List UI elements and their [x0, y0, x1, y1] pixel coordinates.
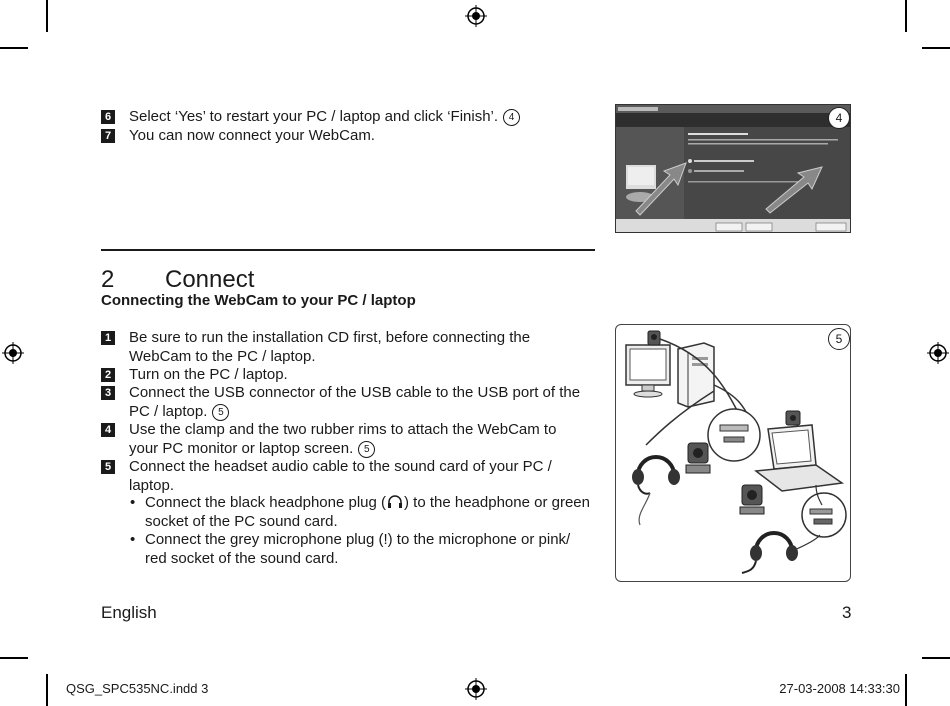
step-7	[101, 127, 375, 146]
step-3	[101, 384, 596, 421]
figure-ref-badge: 5	[358, 441, 375, 458]
figure-ref-badge: 5	[212, 404, 229, 421]
step-1	[101, 329, 596, 366]
step-number: 3	[101, 386, 115, 400]
footer-language: English	[101, 603, 157, 622]
step-text-line1: Turn on the PC / laptop.	[129, 366, 288, 383]
step-text: Select ‘Yes’ to restart your PC / laptop and click ‘Finish’.	[129, 108, 499, 125]
step-5	[101, 458, 596, 495]
step-2	[101, 366, 596, 385]
figure-number-badge: 5	[828, 328, 850, 350]
step-number: 2	[101, 368, 115, 382]
step-text-line1: Connect the USB connector of the USB cable to the USB port of the	[129, 384, 581, 401]
step-text: You can now connect your WebCam.	[129, 127, 375, 144]
crop-mark	[922, 657, 950, 659]
step-text-line1: Be sure to run the installation CD first, before connecting the	[129, 329, 531, 346]
slug-filename: QSG_SPC535NC.indd 3	[66, 681, 209, 696]
section-heading	[101, 266, 254, 294]
step-text-line2: laptop.	[129, 476, 175, 494]
bullet-text: Connect the black headphone plug (	[145, 494, 387, 511]
step-number: 5	[101, 460, 115, 474]
connection-illustration	[616, 325, 851, 582]
wizard-screenshot-figure	[615, 104, 851, 233]
step-text-line2: your PC monitor or laptop screen.	[129, 439, 354, 457]
section-divider	[101, 249, 595, 251]
crop-mark	[46, 674, 48, 706]
bullet-text-line2: socket of the PC sound card.	[145, 512, 338, 530]
step-number: 6	[101, 110, 115, 124]
step-number: 1	[101, 331, 115, 345]
step-text-line2: WebCam to the PC / laptop.	[129, 347, 316, 365]
crop-mark	[0, 47, 28, 49]
registration-mark-icon	[927, 342, 949, 364]
section-title: Connect	[165, 266, 255, 293]
section-subtitle: Connecting the WebCam to your PC / laptop	[101, 292, 416, 309]
slug-timestamp: 27-03-2008 14:33:30	[779, 681, 900, 696]
registration-mark-icon	[465, 678, 487, 700]
step-6	[101, 108, 520, 127]
step-4	[101, 421, 596, 458]
connection-illustration-figure	[615, 324, 851, 582]
wizard-screenshot-illustration	[616, 105, 851, 233]
crop-mark	[905, 0, 907, 32]
step-number: 4	[101, 423, 115, 437]
step-text-line1: Connect the headset audio cable to the sound card of your PC /	[129, 458, 552, 475]
step-number: 7	[101, 129, 115, 143]
step-text-line1: Use the clamp and the two rubber rims to attach the WebCam to	[129, 421, 557, 438]
figure-ref-badge: 4	[503, 109, 520, 126]
bullet-text: Connect the grey microphone plug (!) to the microphone or pink/	[145, 531, 571, 548]
step-text-line2: PC / laptop.	[129, 402, 208, 420]
registration-mark-icon	[2, 342, 24, 364]
bullet-microphone: • Connect the grey microphone plug (!) to the microphone or pink/ red socket of the sound card.	[130, 531, 571, 567]
figure-number-badge: 4	[828, 107, 850, 129]
headphone-icon	[386, 494, 404, 509]
crop-mark	[922, 47, 950, 49]
crop-mark	[0, 657, 28, 659]
bullet-text-line2: red socket of the sound card.	[145, 549, 339, 567]
page-number: 3	[842, 603, 852, 622]
bullet-headphone: • Connect the black headphone plug ( ) to the headphone or green socket of the PC sound card.	[130, 494, 590, 530]
crop-mark	[905, 674, 907, 706]
registration-mark-icon	[465, 5, 487, 27]
crop-mark	[46, 0, 48, 32]
bullet-text: ) to the headphone or green	[404, 494, 590, 511]
section-number: 2	[101, 266, 115, 293]
